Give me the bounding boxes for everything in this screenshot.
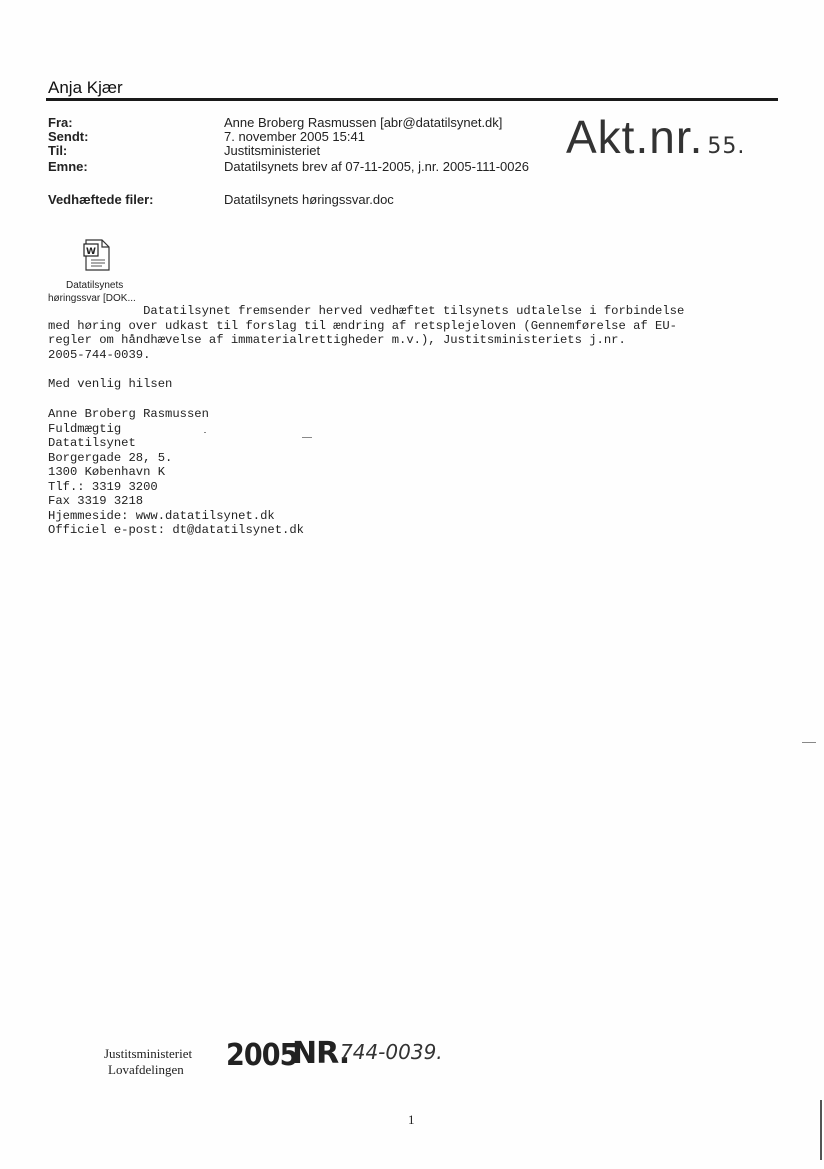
sender-name: Anja Kjær [48, 78, 123, 97]
to-label: Til: [48, 143, 68, 158]
from-value: Anne Broberg Rasmussen [abr@datatilsynet.dk] [224, 115, 503, 130]
signature-line: Datatilsynet [48, 436, 136, 450]
stamp-nr: NR. [292, 1036, 350, 1071]
signature-line: 1300 København K [48, 465, 166, 479]
page-number: 1 [408, 1112, 415, 1127]
signature-line: Fuldmægtig [48, 421, 122, 436]
scan-edge-mark [820, 1100, 822, 1160]
attachment-caption[interactable] [40, 279, 150, 305]
stamp-handwritten-number: 744-0039. [340, 1040, 443, 1064]
from-label: Fra: [48, 115, 73, 130]
scan-speck [302, 437, 312, 438]
signature-line: Fax 3319 3218 [48, 494, 144, 508]
ministry-stamp-line2: Lovafdelingen [108, 1062, 184, 1077]
subject-value: Datatilsynets brev af 07-11-2005, j.nr. 2005-111-0026 [224, 159, 529, 174]
attachments-value[interactable]: Datatilsynets høringssvar.doc [224, 192, 394, 207]
signature-line: Borgergade 28, 5. [48, 450, 173, 465]
attachment-caption-line2: høringssvar [DOK... [48, 293, 136, 304]
stamp-year: 2005 [226, 1038, 298, 1073]
akt-nr-label: Akt.nr. [566, 111, 704, 163]
word-document-icon[interactable] [82, 238, 112, 272]
signature-line: Tlf.: 3319 3200 [48, 479, 158, 494]
svg-text:W: W [86, 247, 96, 257]
akt-nr-stamp [566, 112, 745, 172]
to-value: Justitsministeriet [224, 143, 321, 158]
signature-website[interactable]: Hjemmeside: www.datatilsynet.dk [48, 508, 275, 523]
signature-block [48, 407, 304, 538]
subject-label: Emne: [48, 159, 88, 174]
ministry-stamp-line1: Justitsministeriet [104, 1046, 193, 1061]
header-divider [46, 98, 778, 101]
akt-nr-number: 55. [707, 134, 746, 159]
closing-line: Med venlig hilsen [48, 377, 173, 391]
signature-email[interactable]: Officiel e-post: dt@datatilsynet.dk [48, 523, 304, 537]
scan-speck [802, 742, 816, 743]
ministry-stamp [104, 1046, 192, 1078]
sent-label: Sendt: [48, 129, 89, 144]
attachments-label: Vedhæftede filer: [48, 192, 154, 207]
scan-speck [204, 432, 206, 433]
sent-value: 7. november 2005 15:41 [224, 129, 365, 144]
message-body: Datatilsynet fremsender herved vedhæftet tilsynets udtalelse i forbindelse med høring over udkast til forslag til ændring af retsplejeloven (Gennemførelse af EU- regler om håndhævelse af immaterialrettigheder m.v.), Justitsministeriets j.nr. 2005-744-0039. [48, 304, 685, 362]
signature-line: Anne Broberg Rasmussen [48, 407, 209, 421]
attachment-caption-line1: Datatilsynets [66, 280, 124, 291]
